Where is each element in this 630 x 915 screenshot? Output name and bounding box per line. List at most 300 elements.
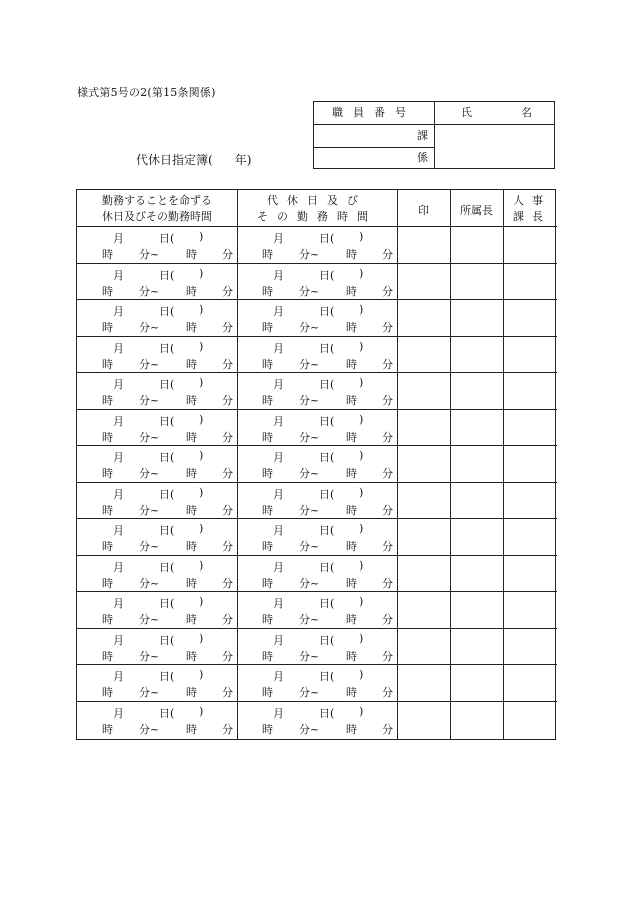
- subsection-label: 係: [417, 151, 428, 164]
- dept-head-cell[interactable]: [450, 664, 503, 700]
- hour-end-label: 時: [186, 357, 197, 371]
- month-label: 月: [273, 597, 284, 610]
- month-label: 月: [273, 524, 284, 537]
- name-header: [435, 102, 554, 125]
- substitute-holiday-table: [76, 189, 556, 740]
- hr-chief-cell[interactable]: [503, 336, 556, 372]
- minute-tilde-label: 分~: [139, 357, 160, 371]
- table-row: [77, 372, 557, 409]
- minute-tilde-label: 分~: [299, 430, 320, 444]
- minute-tilde-label: 分~: [299, 649, 320, 663]
- hour-label: 時: [262, 503, 273, 517]
- substitute-datetime-cell[interactable]: [237, 482, 397, 518]
- seal-cell[interactable]: [397, 336, 450, 372]
- day-label: 日(: [319, 633, 335, 647]
- weekday-close: ): [199, 376, 204, 389]
- day-label: 日(: [159, 305, 175, 318]
- minute-tilde-label: 分~: [139, 540, 160, 553]
- month-label: 月: [273, 341, 284, 355]
- hour-end-label: 時: [346, 394, 357, 407]
- seal-cell[interactable]: [397, 701, 450, 737]
- weekday-close: ): [199, 266, 204, 280]
- weekday-close: ): [199, 704, 204, 718]
- month-label: 月: [273, 232, 284, 245]
- header-seal: 印: [418, 204, 429, 217]
- dept-head-cell[interactable]: [450, 372, 503, 408]
- day-label: 日(: [319, 232, 335, 245]
- minute-tilde-label: 分~: [299, 394, 320, 407]
- hour-label: 時: [102, 430, 113, 444]
- day-label: 日(: [319, 560, 335, 574]
- weekday-close: ): [199, 631, 204, 645]
- hour-end-label: 時: [186, 613, 197, 626]
- substitute-datetime-cell[interactable]: [237, 336, 397, 372]
- header-hr-line2: 課長: [513, 210, 551, 223]
- minute-end-label: 分: [382, 248, 393, 261]
- minute-end-label: 分: [222, 649, 233, 663]
- day-label: 日(: [159, 633, 175, 647]
- substitute-datetime-cell[interactable]: [237, 372, 397, 408]
- day-label: 日(: [159, 670, 175, 683]
- minute-end-label: 分: [382, 722, 393, 736]
- minute-tilde-label: 分~: [139, 649, 160, 663]
- hour-end-label: 時: [186, 248, 197, 261]
- month-label: 月: [273, 305, 284, 318]
- minute-end-label: 分: [222, 503, 233, 517]
- minute-tilde-label: 分~: [139, 686, 160, 699]
- weekday-close: ): [199, 412, 204, 426]
- header-work-ordered-line1: 勤務することを命ずる: [102, 194, 212, 207]
- substitute-datetime-cell[interactable]: [237, 628, 397, 664]
- weekday-close: ): [359, 704, 364, 718]
- work-ordered-datetime-cell[interactable]: [77, 226, 237, 262]
- hour-label: 時: [262, 722, 273, 736]
- hour-label: 時: [262, 357, 273, 371]
- hour-end-label: 時: [346, 284, 357, 298]
- minute-tilde-label: 分~: [299, 467, 320, 480]
- seal-cell[interactable]: [397, 445, 450, 481]
- hour-label: 時: [262, 576, 273, 590]
- minute-tilde-label: 分~: [139, 503, 160, 517]
- minute-end-label: 分: [222, 686, 233, 699]
- weekday-close: ): [359, 558, 364, 572]
- table-row: [77, 445, 557, 482]
- hr-chief-cell[interactable]: [503, 518, 556, 554]
- minute-tilde-label: 分~: [299, 686, 320, 699]
- dept-head-cell[interactable]: [450, 299, 503, 335]
- seal-cell[interactable]: [397, 482, 450, 518]
- month-label: 月: [113, 268, 124, 282]
- month-label: 月: [113, 597, 124, 610]
- minute-end-label: 分: [222, 248, 233, 261]
- hour-label: 時: [102, 357, 113, 371]
- hr-chief-cell[interactable]: [503, 445, 556, 481]
- header-substitute-line1: 代休日及び: [267, 194, 367, 207]
- minute-end-label: 分: [382, 357, 393, 371]
- month-label: 月: [113, 524, 124, 537]
- seal-cell[interactable]: [397, 664, 450, 700]
- day-label: 日(: [159, 232, 175, 245]
- table-row: [77, 701, 557, 738]
- minute-tilde-label: 分~: [139, 613, 160, 626]
- weekday-close: ): [359, 668, 364, 681]
- hour-label: 時: [262, 394, 273, 407]
- hour-end-label: 時: [346, 649, 357, 663]
- hour-label: 時: [262, 430, 273, 444]
- table-row: [77, 299, 557, 336]
- staff-number-header: 職員番号: [314, 102, 435, 125]
- table-row: [77, 482, 557, 519]
- dept-head-cell[interactable]: [450, 482, 503, 518]
- weekday-close: ): [199, 303, 204, 316]
- month-label: 月: [113, 451, 124, 464]
- minute-tilde-label: 分~: [139, 430, 160, 444]
- dept-head-cell[interactable]: [450, 263, 503, 299]
- minute-end-label: 分: [222, 722, 233, 736]
- table-row: [77, 591, 557, 628]
- name-header-part1: 氏: [461, 106, 472, 119]
- work-ordered-datetime-cell[interactable]: [77, 299, 237, 335]
- table-row: [77, 226, 557, 263]
- hr-chief-cell[interactable]: [503, 591, 556, 627]
- minute-end-label: 分: [222, 284, 233, 298]
- hour-label: 時: [262, 540, 273, 553]
- hour-end-label: 時: [346, 248, 357, 261]
- work-ordered-datetime-cell[interactable]: [77, 701, 237, 737]
- hour-label: 時: [102, 467, 113, 480]
- hour-label: 時: [102, 503, 113, 517]
- day-label: 日(: [159, 341, 175, 355]
- day-label: 日(: [159, 268, 175, 282]
- minute-tilde-label: 分~: [139, 321, 160, 334]
- work-ordered-datetime-cell[interactable]: [77, 445, 237, 481]
- substitute-datetime-cell[interactable]: [237, 518, 397, 554]
- day-label: 日(: [159, 597, 175, 610]
- weekday-close: ): [359, 230, 364, 243]
- hour-end-label: 時: [346, 430, 357, 444]
- month-label: 月: [273, 378, 284, 391]
- day-label: 日(: [159, 451, 175, 464]
- subsection-field[interactable]: [314, 148, 435, 168]
- dept-head-cell[interactable]: [450, 445, 503, 481]
- table-row: [77, 409, 557, 446]
- month-label: 月: [113, 706, 124, 720]
- table-row: [77, 555, 557, 592]
- hour-end-label: 時: [186, 284, 197, 298]
- month-label: 月: [273, 633, 284, 647]
- hour-end-label: 時: [346, 613, 357, 626]
- header-substitute-line2: その勤務時間: [257, 210, 377, 223]
- minute-end-label: 分: [382, 540, 393, 553]
- hour-label: 時: [102, 722, 113, 736]
- substitute-datetime-cell[interactable]: [237, 263, 397, 299]
- seal-cell[interactable]: [397, 409, 450, 445]
- hour-label: 時: [262, 686, 273, 699]
- hour-label: 時: [102, 576, 113, 590]
- hour-label: 時: [102, 649, 113, 663]
- hour-end-label: 時: [346, 503, 357, 517]
- day-label: 日(: [159, 487, 175, 501]
- minute-tilde-label: 分~: [299, 284, 320, 298]
- weekday-close: ): [359, 303, 364, 316]
- weekday-close: ): [359, 522, 364, 535]
- hour-end-label: 時: [346, 576, 357, 590]
- minute-end-label: 分: [222, 576, 233, 590]
- weekday-close: ): [199, 449, 204, 462]
- weekday-close: ): [359, 595, 364, 608]
- hour-end-label: 時: [186, 503, 197, 517]
- substitute-datetime-cell[interactable]: [237, 701, 397, 737]
- day-label: 日(: [319, 268, 335, 282]
- minute-end-label: 分: [222, 394, 233, 407]
- minute-end-label: 分: [222, 613, 233, 626]
- seal-cell[interactable]: [397, 591, 450, 627]
- header-hr-line1: 人事: [513, 194, 551, 207]
- hour-end-label: 時: [346, 540, 357, 553]
- hr-chief-cell[interactable]: [503, 482, 556, 518]
- seal-cell[interactable]: [397, 263, 450, 299]
- work-ordered-datetime-cell[interactable]: [77, 664, 237, 700]
- hour-end-label: 時: [186, 321, 197, 334]
- weekday-close: ): [199, 558, 204, 572]
- minute-end-label: 分: [382, 576, 393, 590]
- weekday-close: ): [199, 595, 204, 608]
- substitute-datetime-cell[interactable]: [237, 555, 397, 591]
- minute-end-label: 分: [222, 430, 233, 444]
- minute-end-label: 分: [382, 321, 393, 334]
- hr-chief-cell[interactable]: [503, 409, 556, 445]
- minute-tilde-label: 分~: [139, 576, 160, 590]
- day-label: 日(: [319, 305, 335, 318]
- section-label: 課: [417, 129, 428, 142]
- minute-tilde-label: 分~: [139, 284, 160, 298]
- month-label: 月: [273, 560, 284, 574]
- minute-end-label: 分: [382, 284, 393, 298]
- header-hr-chief: [503, 193, 555, 225]
- month-label: 月: [273, 670, 284, 683]
- day-label: 日(: [159, 560, 175, 574]
- minute-tilde-label: 分~: [139, 394, 160, 407]
- form-number-label: 様式第5号の2(第15条関係): [77, 86, 216, 99]
- weekday-close: ): [199, 230, 204, 243]
- dept-head-cell[interactable]: [450, 518, 503, 554]
- hour-end-label: 時: [346, 467, 357, 480]
- month-label: 月: [113, 633, 124, 647]
- minute-tilde-label: 分~: [299, 503, 320, 517]
- hr-chief-cell[interactable]: [503, 372, 556, 408]
- dept-head-cell[interactable]: [450, 226, 503, 262]
- hour-end-label: 時: [346, 722, 357, 736]
- month-label: 月: [273, 487, 284, 501]
- month-label: 月: [113, 670, 124, 683]
- day-label: 日(: [319, 524, 335, 537]
- seal-cell[interactable]: [397, 226, 450, 262]
- minute-tilde-label: 分~: [139, 722, 160, 736]
- minute-end-label: 分: [222, 467, 233, 480]
- work-ordered-datetime-cell[interactable]: [77, 409, 237, 445]
- minute-tilde-label: 分~: [299, 248, 320, 261]
- weekday-close: ): [359, 485, 364, 499]
- name-header-part2: 名: [521, 106, 532, 119]
- month-label: 月: [273, 414, 284, 428]
- hour-end-label: 時: [346, 321, 357, 334]
- seal-cell[interactable]: [397, 555, 450, 591]
- work-ordered-datetime-cell[interactable]: [77, 263, 237, 299]
- seal-cell[interactable]: [397, 299, 450, 335]
- day-label: 日(: [319, 670, 335, 683]
- substitute-datetime-cell[interactable]: [237, 664, 397, 700]
- hour-end-label: 時: [346, 357, 357, 371]
- minute-end-label: 分: [382, 613, 393, 626]
- book-title-text: 代休日指定簿(: [136, 153, 213, 167]
- minute-tilde-label: 分~: [299, 613, 320, 626]
- minute-tilde-label: 分~: [139, 248, 160, 261]
- minute-tilde-label: 分~: [299, 576, 320, 590]
- minute-tilde-label: 分~: [139, 467, 160, 480]
- weekday-close: ): [199, 339, 204, 353]
- dept-head-cell[interactable]: [450, 701, 503, 737]
- hour-end-label: 時: [186, 430, 197, 444]
- hour-label: 時: [262, 613, 273, 626]
- hour-end-label: 時: [186, 540, 197, 553]
- header-substitute: [237, 193, 397, 225]
- hour-label: 時: [262, 467, 273, 480]
- hr-chief-cell[interactable]: [503, 299, 556, 335]
- minute-end-label: 分: [222, 540, 233, 553]
- table-row: [77, 336, 557, 373]
- header-dept-head: 所属長: [460, 204, 493, 217]
- minute-end-label: 分: [382, 686, 393, 699]
- hr-chief-cell[interactable]: [503, 263, 556, 299]
- minute-tilde-label: 分~: [299, 722, 320, 736]
- hour-label: 時: [262, 649, 273, 663]
- month-label: 月: [113, 232, 124, 245]
- seal-cell[interactable]: [397, 518, 450, 554]
- day-label: 日(: [159, 414, 175, 428]
- dept-head-cell[interactable]: [450, 628, 503, 664]
- dept-head-cell[interactable]: [450, 336, 503, 372]
- minute-tilde-label: 分~: [299, 540, 320, 553]
- weekday-close: ): [359, 376, 364, 389]
- header-work-ordered-line2: 休日及びその勤務時間: [102, 210, 212, 223]
- minute-end-label: 分: [382, 394, 393, 407]
- weekday-close: ): [359, 266, 364, 280]
- seal-cell[interactable]: [397, 372, 450, 408]
- day-label: 日(: [319, 597, 335, 610]
- hour-end-label: 時: [186, 576, 197, 590]
- hr-chief-cell[interactable]: [503, 664, 556, 700]
- minute-end-label: 分: [382, 503, 393, 517]
- day-label: 日(: [319, 341, 335, 355]
- hr-chief-cell[interactable]: [503, 555, 556, 591]
- hour-label: 時: [102, 248, 113, 261]
- table-row: [77, 664, 557, 701]
- month-label: 月: [113, 487, 124, 501]
- work-ordered-datetime-cell[interactable]: [77, 628, 237, 664]
- month-label: 月: [113, 378, 124, 391]
- substitute-datetime-cell[interactable]: [237, 445, 397, 481]
- day-label: 日(: [159, 378, 175, 391]
- month-label: 月: [113, 560, 124, 574]
- table-body: [77, 226, 557, 737]
- header-work-ordered: [77, 193, 237, 225]
- seal-cell[interactable]: [397, 628, 450, 664]
- hour-end-label: 時: [346, 686, 357, 699]
- staff-info-box: [313, 101, 555, 169]
- month-label: 月: [273, 706, 284, 720]
- hour-label: 時: [102, 686, 113, 699]
- hour-label: 時: [102, 321, 113, 334]
- work-ordered-datetime-cell[interactable]: [77, 555, 237, 591]
- hour-label: 時: [102, 394, 113, 407]
- table-row: [77, 518, 557, 555]
- minute-end-label: 分: [382, 430, 393, 444]
- dept-head-cell[interactable]: [450, 555, 503, 591]
- month-label: 月: [273, 451, 284, 464]
- weekday-close: ): [359, 449, 364, 462]
- weekday-close: ): [359, 412, 364, 426]
- month-label: 月: [113, 414, 124, 428]
- substitute-datetime-cell[interactable]: [237, 226, 397, 262]
- hour-end-label: 時: [186, 722, 197, 736]
- hr-chief-cell[interactable]: [503, 226, 556, 262]
- minute-end-label: 分: [222, 357, 233, 371]
- weekday-close: ): [359, 339, 364, 353]
- minute-end-label: 分: [222, 321, 233, 334]
- weekday-close: ): [359, 631, 364, 645]
- book-year-suffix: 年): [234, 153, 252, 167]
- section-field[interactable]: [314, 125, 435, 148]
- hour-label: 時: [102, 540, 113, 553]
- month-label: 月: [113, 305, 124, 318]
- name-field[interactable]: [435, 125, 554, 168]
- work-ordered-datetime-cell[interactable]: [77, 336, 237, 372]
- hour-end-label: 時: [186, 394, 197, 407]
- work-ordered-datetime-cell[interactable]: [77, 518, 237, 554]
- hour-label: 時: [262, 284, 273, 298]
- weekday-close: ): [199, 485, 204, 499]
- dept-head-cell[interactable]: [450, 591, 503, 627]
- hr-chief-cell[interactable]: [503, 628, 556, 664]
- substitute-datetime-cell[interactable]: [237, 299, 397, 335]
- substitute-datetime-cell[interactable]: [237, 591, 397, 627]
- minute-end-label: 分: [382, 649, 393, 663]
- minute-end-label: 分: [382, 467, 393, 480]
- hour-end-label: 時: [186, 649, 197, 663]
- hour-label: 時: [102, 613, 113, 626]
- weekday-close: ): [199, 522, 204, 535]
- hour-label: 時: [262, 248, 273, 261]
- work-ordered-datetime-cell[interactable]: [77, 482, 237, 518]
- dept-head-cell[interactable]: [450, 409, 503, 445]
- work-ordered-datetime-cell[interactable]: [77, 591, 237, 627]
- table-row: [77, 263, 557, 300]
- hr-chief-cell[interactable]: [503, 701, 556, 737]
- hour-label: 時: [262, 321, 273, 334]
- month-label: 月: [273, 268, 284, 282]
- day-label: 日(: [319, 487, 335, 501]
- hour-label: 時: [102, 284, 113, 298]
- weekday-close: ): [199, 668, 204, 681]
- minute-tilde-label: 分~: [299, 321, 320, 334]
- day-label: 日(: [319, 414, 335, 428]
- day-label: 日(: [319, 706, 335, 720]
- month-label: 月: [113, 341, 124, 355]
- hour-end-label: 時: [186, 467, 197, 480]
- substitute-datetime-cell[interactable]: [237, 409, 397, 445]
- work-ordered-datetime-cell[interactable]: [77, 372, 237, 408]
- day-label: 日(: [159, 524, 175, 537]
